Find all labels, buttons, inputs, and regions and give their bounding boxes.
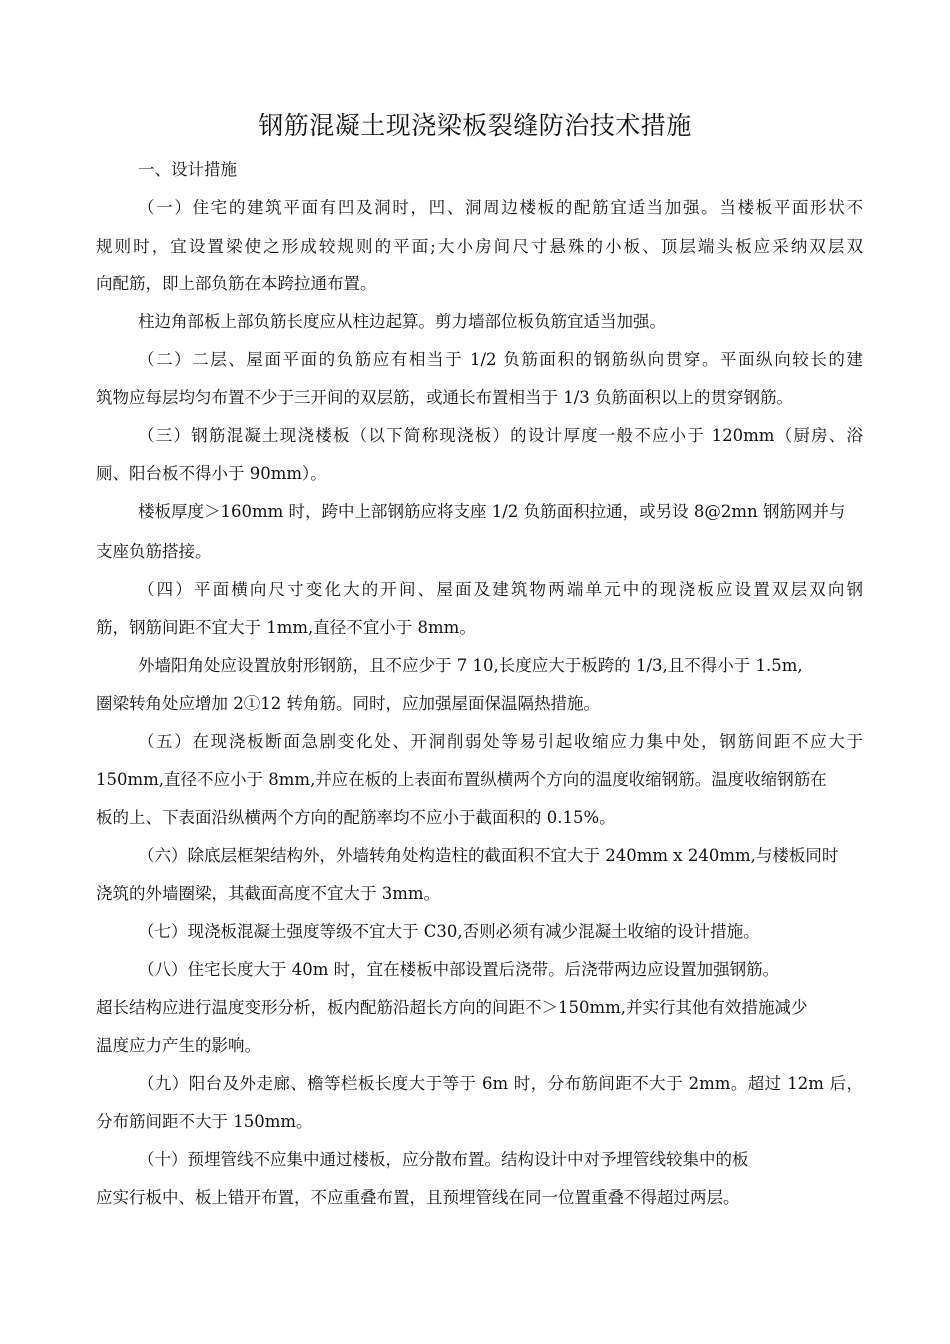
paragraph-line: （十）预埋管线不应集中通过楼板，应分散布置。结构设计中对予埋管线较集中的板 — [138, 1150, 749, 1169]
section-heading-design-measures: 一、设计措施 — [138, 160, 237, 179]
paragraph-line: （四）平面横向尺寸变化大的开间、屋面及建筑物两端单元中的现浇板应设置双层双向钢 — [138, 580, 863, 599]
paragraph-line: （二）二层、屋面平面的负筋应有相当于 1/2 负筋面积的钢筋纵向贯穿。平面纵向较长的建 — [138, 350, 863, 369]
paragraph-line: 超长结构应进行温度变形分析，板内配筋沿超长方向的间距不＞150mm,并实行其他有效措施减少 — [96, 998, 808, 1017]
paragraph-line: （三）钢筋混凝土现浇楼板（以下简称现浇板）的设计厚度一般不应小于 120mm（厨房、浴 — [138, 426, 863, 445]
paragraph-line: （七）现浇板混凝土强度等级不宜大于 C30,否则必须有减少混凝土收缩的设计措施。 — [138, 922, 760, 941]
paragraph-line: （六）除底层框架结构外，外墙转角处构造柱的截面积不宜大于 240mm x 240mm,与楼板同时 — [138, 846, 839, 865]
paragraph-line: 向配筋，即上部负筋在本跨拉通布置。 — [96, 274, 377, 293]
paragraph-line: （五）在现浇板断面急剧变化处、开洞削弱处等易引起收缩应力集中处，钢筋间距不应大于 — [138, 732, 863, 751]
paragraph-line: （八）住宅长度大于 40m 时，宜在楼板中部设置后浇带。后浇带两边应设置加强钢筋。 — [138, 960, 780, 979]
paragraph-line: 分布筋间距不大于 150mm。 — [96, 1112, 313, 1131]
paragraph-line: 浇筑的外墙圈梁，其截面高度不宜大于 3mm。 — [96, 884, 441, 903]
paragraph-line: 支座负筋搭接。 — [96, 542, 212, 561]
paragraph-line: 150mm,直径不应小于 8mm,并应在板的上表面布置纵横两个方向的温度收缩钢筋。温度收缩钢筋在 — [96, 770, 827, 789]
paragraph-line: 厕、阳台板不得小于 90mm）。 — [96, 464, 327, 483]
paragraph-line: 板的上、下表面沿纵横两个方向的配筋率均不应小于截面积的 0.15%。 — [96, 808, 616, 827]
paragraph-line: 筑物应每层均匀布置不少于三开间的双层筋，或通长布置相当于 1/3 负筋面积以上的贯穿钢筋。 — [96, 388, 794, 407]
paragraph-line: 筋，钢筋间距不宜大于 1mm,直径不宜小于 8mm。 — [96, 618, 476, 637]
paragraph-line: （一）住宅的建筑平面有凹及洞时，凹、洞周边楼板的配筋宜适当加强。当楼板平面形状不 — [138, 198, 863, 217]
paragraph-line: 楼板厚度＞160mm 时，跨中上部钢筋应将支座 1/2 负筋面积拉通，或另设 8@2mn 钢筋网并与 — [138, 502, 846, 521]
paragraph-line: （九）阳台及外走廊、檐等栏板长度大于等于 6m 时，分布筋间距不大于 2mm。超过 12m 后， — [138, 1074, 863, 1093]
paragraph-line: 温度应力产生的影响。 — [96, 1036, 261, 1055]
paragraph-line: 应实行板中、板上错开布置，不应重叠布置，且预埋管线在同一位置重叠不得超过两层。 — [96, 1188, 740, 1207]
paragraph-line: 规则时，宜设置梁使之形成较规则的平面;大小房间尺寸悬殊的小板、顶层端头板应采纳双层双 — [96, 237, 863, 256]
paragraph-line: 柱边角部板上部负筋长度应从柱边起算。剪力墙部位板负筋宜适当加强。 — [138, 312, 666, 331]
paragraph-line: 外墙阳角处应设置放射形钢筋，且不应少于 7 10,长度应大于板跨的 1/3,且不得小于 1.5m, — [138, 656, 803, 675]
paragraph-line: 圈梁转角处应增加 2①12 转角筋。同时，应加强屋面保温隔热措施。 — [96, 694, 600, 713]
document-title: 钢筋混凝土现浇梁板裂缝防治技术措施 — [258, 111, 692, 140]
